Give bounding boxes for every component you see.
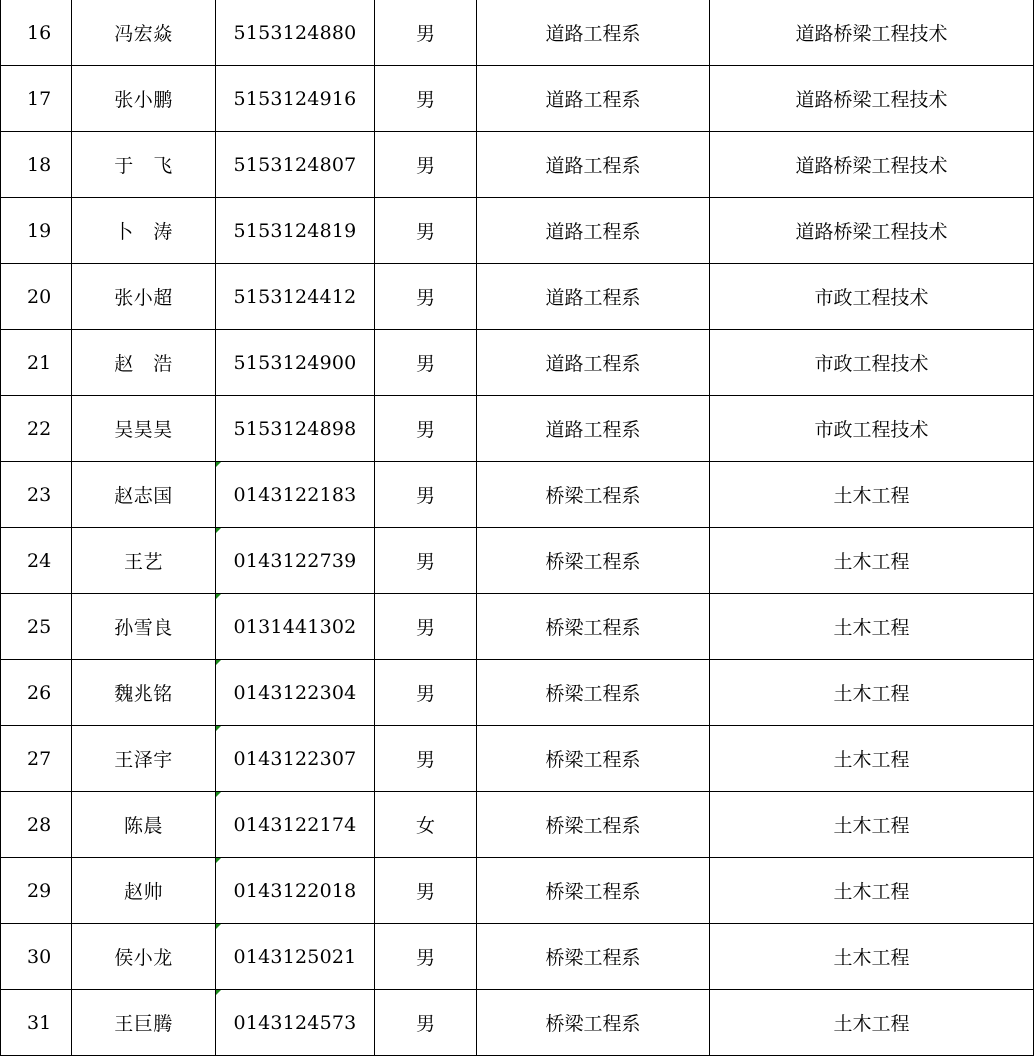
student-id-text: 5153124900 [233,351,357,374]
text-format-marker-icon [216,462,221,467]
text-format-marker-icon [216,924,221,929]
student-name-cell: 冯宏焱 [72,0,216,66]
table-row [1,396,1034,462]
student-name-cell: 王泽宇 [72,726,216,792]
department-cell: 道路工程系 [477,132,710,198]
student-name-cell: 吴昊昊 [72,396,216,462]
major-cell: 道路桥梁工程技术 [710,132,1034,198]
table-row [1,66,1034,132]
student-id-cell [216,0,375,66]
department-cell: 桥梁工程系 [477,924,710,990]
table-row [1,858,1034,924]
gender-cell: 男 [375,594,477,660]
student-id-text: 5153124898 [233,417,357,440]
major-cell: 市政工程技术 [710,330,1034,396]
gender-cell: 男 [375,66,477,132]
major-cell: 道路桥梁工程技术 [710,198,1034,264]
student-id-text: 5153124807 [233,153,357,176]
student-name-cell: 魏兆铭 [72,660,216,726]
student-id-text: 0143122739 [233,549,357,572]
student-id-text: 5153124412 [233,285,357,308]
major-cell: 土木工程 [710,528,1034,594]
student-name-cell: 赵 浩 [72,330,216,396]
gender-cell: 男 [375,924,477,990]
table-row [1,924,1034,990]
student-name-cell: 赵志国 [72,462,216,528]
table-row [1,660,1034,726]
gender-cell: 男 [375,660,477,726]
text-format-marker-icon [216,594,221,599]
table-row [1,726,1034,792]
department-cell: 道路工程系 [477,198,710,264]
student-name-cell: 陈晨 [72,792,216,858]
row-number-cell: 26 [1,660,72,726]
text-format-marker-icon [216,990,221,995]
student-id-text: 0143122304 [233,681,357,704]
major-cell: 道路桥梁工程技术 [710,66,1034,132]
text-format-marker-icon [216,858,221,863]
table-row [1,990,1034,1056]
department-cell: 桥梁工程系 [477,462,710,528]
gender-cell: 男 [375,132,477,198]
gender-cell: 男 [375,198,477,264]
row-number-cell: 31 [1,990,72,1056]
student-id-cell [216,924,375,990]
student-id-cell [216,792,375,858]
gender-cell: 男 [375,396,477,462]
student-id-text: 5153124916 [233,87,357,110]
student-id-cell [216,858,375,924]
student-id-text: 5153124880 [233,21,357,44]
table-row [1,594,1034,660]
roster-body [1,0,1034,1056]
table-row [1,132,1034,198]
student-id-cell [216,528,375,594]
student-id-cell [216,330,375,396]
row-number-cell: 18 [1,132,72,198]
table-row [1,264,1034,330]
student-id-cell [216,594,375,660]
row-number-cell: 16 [1,0,72,66]
department-cell: 桥梁工程系 [477,858,710,924]
student-id-text: 5153124819 [233,219,357,242]
table-row [1,198,1034,264]
student-name-cell: 王艺 [72,528,216,594]
student-name-cell: 张小超 [72,264,216,330]
row-number-cell: 29 [1,858,72,924]
student-id-text: 0143122174 [233,813,357,836]
major-cell: 土木工程 [710,726,1034,792]
student-id-text: 0143122018 [233,879,357,902]
department-cell: 道路工程系 [477,396,710,462]
text-format-marker-icon [216,528,221,533]
table-row [1,792,1034,858]
row-number-cell: 23 [1,462,72,528]
student-id-cell [216,990,375,1056]
student-name-cell: 孙雪良 [72,594,216,660]
student-name-cell: 侯小龙 [72,924,216,990]
major-cell: 土木工程 [710,462,1034,528]
student-id-cell [216,66,375,132]
row-number-cell: 17 [1,66,72,132]
table-row [1,330,1034,396]
department-cell: 桥梁工程系 [477,660,710,726]
student-id-cell [216,198,375,264]
department-cell: 道路工程系 [477,330,710,396]
student-name-cell: 王巨腾 [72,990,216,1056]
gender-cell: 男 [375,264,477,330]
gender-cell: 男 [375,462,477,528]
student-name-cell: 张小鹏 [72,66,216,132]
student-id-text: 0143122307 [233,747,357,770]
department-cell: 桥梁工程系 [477,528,710,594]
row-number-cell: 27 [1,726,72,792]
major-cell: 土木工程 [710,594,1034,660]
department-cell: 桥梁工程系 [477,990,710,1056]
major-cell: 土木工程 [710,858,1034,924]
student-id-text: 0143122183 [233,483,357,506]
row-number-cell: 28 [1,792,72,858]
gender-cell: 男 [375,858,477,924]
major-cell: 土木工程 [710,792,1034,858]
gender-cell: 女 [375,792,477,858]
student-name-cell: 卜 涛 [72,198,216,264]
row-number-cell: 21 [1,330,72,396]
row-number-cell: 20 [1,264,72,330]
major-cell: 道路桥梁工程技术 [710,0,1034,66]
student-id-text: 0131441302 [233,615,357,638]
major-cell: 土木工程 [710,990,1034,1056]
gender-cell: 男 [375,528,477,594]
department-cell: 桥梁工程系 [477,726,710,792]
student-id-cell [216,726,375,792]
department-cell: 道路工程系 [477,264,710,330]
student-id-cell [216,132,375,198]
gender-cell: 男 [375,330,477,396]
student-id-cell [216,396,375,462]
table-row [1,528,1034,594]
major-cell: 市政工程技术 [710,396,1034,462]
text-format-marker-icon [216,660,221,665]
major-cell: 土木工程 [710,660,1034,726]
row-number-cell: 30 [1,924,72,990]
student-id-text: 0143125021 [233,945,357,968]
student-id-cell [216,264,375,330]
department-cell: 桥梁工程系 [477,594,710,660]
major-cell: 土木工程 [710,924,1034,990]
department-cell: 道路工程系 [477,0,710,66]
row-number-cell: 24 [1,528,72,594]
student-id-cell [216,462,375,528]
department-cell: 桥梁工程系 [477,792,710,858]
student-name-cell: 于 飞 [72,132,216,198]
department-cell: 道路工程系 [477,66,710,132]
gender-cell: 男 [375,726,477,792]
student-id-text: 0143124573 [233,1011,357,1034]
gender-cell: 男 [375,990,477,1056]
text-format-marker-icon [216,792,221,797]
table-row [1,0,1034,66]
row-number-cell: 19 [1,198,72,264]
row-number-cell: 22 [1,396,72,462]
gender-cell: 男 [375,0,477,66]
row-number-cell: 25 [1,594,72,660]
student-id-cell [216,660,375,726]
student-name-cell: 赵帅 [72,858,216,924]
text-format-marker-icon [216,726,221,731]
table-row [1,462,1034,528]
major-cell: 市政工程技术 [710,264,1034,330]
